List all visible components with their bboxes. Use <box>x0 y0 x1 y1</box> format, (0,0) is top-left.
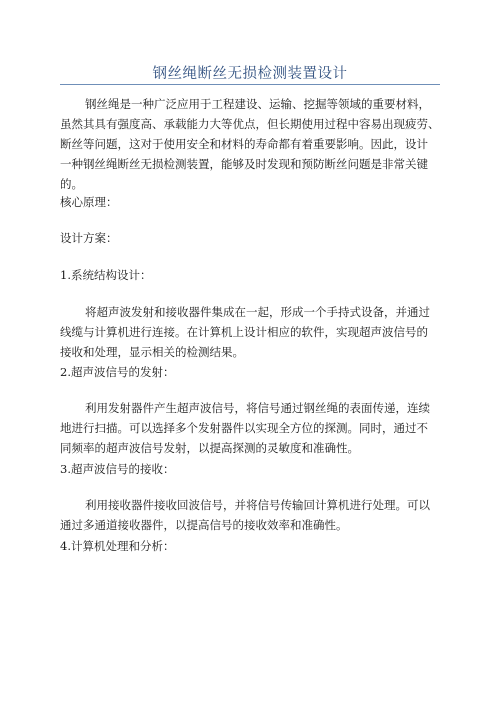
section-2-line-3: 同频率的超声波信号发射，以提高探测的灵敏度和准确性。 <box>60 441 359 455</box>
document-title: 钢丝绳断丝无损检测装置设计 <box>152 66 348 82</box>
section-1-paragraph <box>60 302 430 362</box>
section-3-paragraph <box>60 495 430 535</box>
section-1-heading: 1.系统结构设计： <box>60 268 152 282</box>
section-3-line-2: 通过多通道接收器件，以提高信号的接收效率和准确性。 <box>60 518 348 532</box>
section-2-line-2: 地进行扫描。可以选择多个发射器件以实现全方位的探测。同时，通过不 <box>60 421 428 435</box>
intro-line-3: 断丝等问题，这对于使用安全和材料的寿命都有着重要影响。因此，设计 <box>60 137 428 151</box>
section-3-line-1: 利用接收器件接收回波信号，并将信号传输回计算机进行处理。可以 <box>85 498 430 512</box>
section-3-heading: 3.超声波信号的接收： <box>60 462 175 476</box>
core-principle-heading: 核心原理： <box>60 195 118 209</box>
section-1-line-2: 线缆与计算机进行连接。在计算机上设计相应的软件，实现超声波信号的 <box>60 325 428 339</box>
intro-line-4: 一种钢丝绳断丝无损检测装置，能够及时发现和预防断丝问题是非常关键 <box>60 157 428 171</box>
intro-line-5: 的。 <box>60 177 83 191</box>
title-underline <box>60 84 440 85</box>
intro-line-2: 虽然其具有强度高、承载能力大等优点，但长期使用过程中容易出现疲劳、 <box>60 117 440 131</box>
intro-paragraph <box>60 94 440 194</box>
design-plan-heading: 设计方案： <box>60 231 118 245</box>
section-1-line-1: 将超声波发射和接收器件集成在一起，形成一个手持式设备，并通过 <box>85 305 430 319</box>
section-2-heading: 2.超声波信号的发射： <box>60 365 175 379</box>
section-1-line-3: 接收和处理，显示相关的检测结果。 <box>60 345 244 359</box>
section-2-paragraph <box>60 398 430 458</box>
section-4-heading: 4.计算机处理和分析： <box>60 539 175 553</box>
section-2-line-1: 利用发射器件产生超声波信号，将信号通过钢丝绳的表面传递，连续 <box>85 401 430 415</box>
intro-line-1: 钢丝绳是一种广泛应用于工程建设、运输、挖掘等领域的重要材料， <box>85 97 430 111</box>
